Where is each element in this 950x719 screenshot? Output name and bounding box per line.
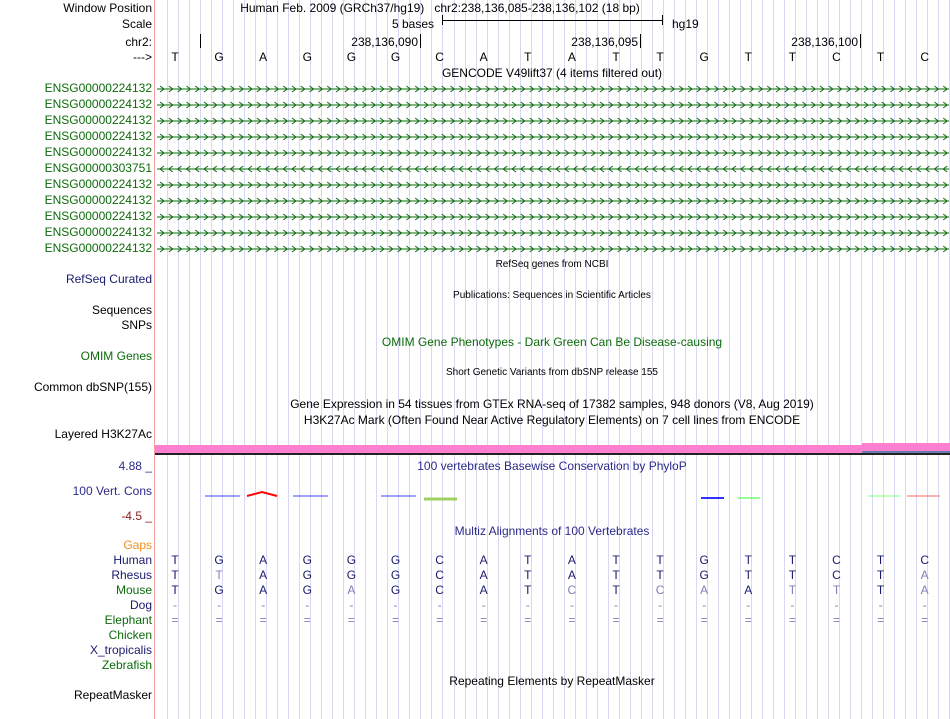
aligned-base: - <box>437 598 442 612</box>
gene-label[interactable]: ENSG00000224132 <box>44 129 152 143</box>
base: A <box>479 50 488 64</box>
aligned-base: T <box>788 553 797 567</box>
aligned-base: G <box>214 553 224 567</box>
aligned-base: - <box>305 598 310 612</box>
h3k27ac-label[interactable]: Layered H3K27Ac <box>54 427 152 441</box>
aligned-base: G <box>302 583 312 597</box>
aligned-base: C <box>567 583 577 597</box>
aligned-base: - <box>658 598 663 612</box>
base: T <box>656 50 664 64</box>
gene-label[interactable]: ENSG00000224132 <box>44 97 152 111</box>
base: T <box>876 50 885 64</box>
base: T <box>788 50 797 64</box>
aligned-base: = <box>700 613 708 627</box>
multiz-title: Multiz Alignments of 100 Vertebrates <box>454 524 650 538</box>
aligned-base: G <box>699 568 709 582</box>
aligned-base: A <box>347 583 356 597</box>
aligned-base: - <box>349 598 354 612</box>
scale-label: Scale <box>121 17 152 31</box>
aligned-base: A <box>479 553 488 567</box>
aligned-base: = <box>612 613 620 627</box>
aligned-base: T <box>876 583 885 597</box>
gene-label[interactable]: ENSG00000224132 <box>44 193 152 207</box>
gene-label[interactable]: ENSG00000224132 <box>44 241 152 255</box>
base: T <box>612 50 620 64</box>
base: A <box>259 50 268 64</box>
gaps-label[interactable]: Gaps <box>123 538 152 552</box>
aligned-base: T <box>612 568 620 582</box>
aligned-base: - <box>878 598 883 612</box>
aligned-base: - <box>393 598 398 612</box>
omim-label[interactable]: OMIM Genes <box>80 349 152 363</box>
snps-label[interactable]: SNPs <box>121 318 152 332</box>
aligned-base: T <box>524 568 532 582</box>
base: T <box>524 50 532 64</box>
aligned-base: A <box>920 568 929 582</box>
base: T <box>171 50 179 64</box>
aligned-base: G <box>390 583 401 597</box>
aligned-base: T <box>788 568 797 582</box>
aligned-base: G <box>699 553 709 567</box>
aligned-base: G <box>302 553 312 567</box>
omim-title: OMIM Gene Phenotypes - Dark Green Can Be Disease-causing <box>381 335 723 349</box>
aligned-base: - <box>173 598 177 612</box>
gene-label[interactable]: ENSG00000224132 <box>44 145 152 159</box>
ruler-tick-label: 238,136,090 <box>351 35 418 49</box>
base: G <box>214 50 224 64</box>
phylop-label[interactable]: 100 Vert. Cons <box>72 484 152 498</box>
gene-label[interactable]: ENSG00000224132 <box>44 225 152 239</box>
aligned-base: T <box>832 583 841 597</box>
aligned-base: T <box>744 553 752 567</box>
phylop-title: 100 vertebrates Basewise Conservation by PhyloP <box>417 459 687 473</box>
aligned-base: A <box>920 583 929 597</box>
refseq-label[interactable]: RefSeq Curated <box>65 272 152 286</box>
aligned-base: = <box>832 613 840 627</box>
aligned-base: - <box>790 598 795 612</box>
aligned-base: G <box>214 583 224 597</box>
gene-label[interactable]: ENSG00000224132 <box>44 177 152 191</box>
species-label[interactable]: X_tropicalis <box>89 643 152 657</box>
species-label[interactable]: Dog <box>129 598 152 612</box>
aligned-base: G <box>302 568 312 582</box>
chrom-label: chr2: <box>125 35 152 49</box>
gene-label[interactable]: ENSG00000303751 <box>44 161 152 175</box>
base: T <box>744 50 752 64</box>
species-label[interactable]: Zebrafish <box>101 658 152 672</box>
aligned-base: - <box>481 598 486 612</box>
aligned-base: C <box>435 553 444 567</box>
aligned-base: A <box>744 583 753 597</box>
species-label[interactable]: Elephant <box>104 613 152 627</box>
aligned-base: T <box>656 568 664 582</box>
base: C <box>832 50 841 64</box>
aligned-base: = <box>788 613 796 627</box>
aligned-base: = <box>347 613 355 627</box>
aligned-base: A <box>479 568 488 582</box>
aligned-base: T <box>171 553 179 567</box>
species-label[interactable]: Mouse <box>115 583 152 597</box>
scale-text: 5 bases <box>392 17 435 31</box>
aligned-base: = <box>259 613 267 627</box>
aligned-base: A <box>700 583 709 597</box>
aligned-base: - <box>834 598 839 612</box>
aligned-base: = <box>436 613 444 627</box>
phylop-marks <box>205 492 940 499</box>
sequences-label[interactable]: Sequences <box>91 303 152 317</box>
gene-label[interactable]: ENSG00000224132 <box>44 113 152 127</box>
aligned-base: - <box>569 598 574 612</box>
aligned-base: - <box>217 598 222 612</box>
aligned-base: - <box>922 598 927 612</box>
gencode-title[interactable]: GENCODE V49lift37 (4 items filtered out) <box>441 66 663 80</box>
aligned-base: T <box>744 568 752 582</box>
aligned-base: = <box>171 613 179 627</box>
aligned-base: T <box>612 583 620 597</box>
aligned-base: T <box>876 553 885 567</box>
aligned-base: = <box>921 613 929 627</box>
aligned-base: C <box>435 583 444 597</box>
aligned-base: = <box>656 613 664 627</box>
aligned-base: - <box>746 598 751 612</box>
aligned-base: C <box>832 553 841 567</box>
ruler-tick-label: 238,136,100 <box>791 35 858 49</box>
aligned-base: T <box>612 553 620 567</box>
aligned-base: G <box>346 568 357 582</box>
aligned-base: = <box>568 613 576 627</box>
h3k27ac-title: H3K27Ac Mark (Often Found Near Active Regulatory Elements) on 7 cell lines from ENCODE <box>303 413 801 427</box>
aligned-base: T <box>215 568 223 582</box>
base: G <box>302 50 312 64</box>
gene-label[interactable]: ENSG00000224132 <box>44 81 152 95</box>
aligned-base: A <box>259 583 268 597</box>
aligned-base: C <box>832 568 841 582</box>
aligned-base: - <box>614 598 618 612</box>
window-position-label: Window Position <box>63 1 152 15</box>
assembly: Human Feb. 2009 (GRCh37/hg19) <box>240 1 425 15</box>
aligned-base: G <box>390 553 401 567</box>
aligned-base: G <box>390 568 401 582</box>
strand-label[interactable]: ---> <box>133 50 152 64</box>
aligned-base: A <box>567 568 576 582</box>
refseq-title: RefSeq genes from NCBI <box>495 259 609 270</box>
publications-title: Publications: Sequences in Scientific Articles <box>453 290 651 301</box>
scale-db: hg19 <box>672 17 699 31</box>
aligned-base: - <box>702 598 707 612</box>
aligned-base: = <box>877 613 885 627</box>
dbsnp-label[interactable]: Common dbSNP(155) <box>33 380 152 394</box>
species-label[interactable]: Chicken <box>108 628 152 642</box>
aligned-base: A <box>259 553 268 567</box>
aligned-base: = <box>524 613 532 627</box>
aligned-base: T <box>171 583 179 597</box>
base: G <box>346 50 357 64</box>
aligned-base: A <box>479 583 488 597</box>
base: A <box>567 50 576 64</box>
aligned-base: T <box>171 568 179 582</box>
aligned-base: = <box>480 613 488 627</box>
aligned-base: A <box>259 568 268 582</box>
ruler-tick-label: 238,136,095 <box>571 35 638 49</box>
aligned-base: T <box>876 568 885 582</box>
aligned-base: T <box>524 583 532 597</box>
aligned-base: = <box>303 613 311 627</box>
aligned-base: C <box>435 568 444 582</box>
repeatmasker-label[interactable]: RepeatMasker <box>73 688 152 702</box>
base: G <box>390 50 401 64</box>
aligned-base: = <box>744 613 752 627</box>
dbsnp-title: Short Genetic Variants from dbSNP release 155 <box>446 367 658 378</box>
aligned-base: = <box>391 613 399 627</box>
aligned-base: - <box>525 598 530 612</box>
aligned-base: T <box>788 583 797 597</box>
aligned-base: - <box>261 598 266 612</box>
gtex-title: Gene Expression in 54 tissues from GTEx RNA-seq of 17382 samples, 948 donors (V8, Aug 2019) <box>290 397 814 411</box>
aligned-base: = <box>215 613 223 627</box>
base: C <box>920 50 930 64</box>
base: G <box>699 50 709 64</box>
aligned-base: C <box>655 583 665 597</box>
aligned-base: T <box>524 553 532 567</box>
base: C <box>435 50 444 64</box>
species-label[interactable]: Rhesus <box>111 568 152 582</box>
phylop-max: 4.88 _ <box>118 459 152 473</box>
position: chr2:238,136,085-238,136,102 (18 bp) <box>434 1 640 15</box>
species-label[interactable]: Human <box>113 553 152 567</box>
aligned-base: G <box>346 553 357 567</box>
aligned-base: C <box>920 553 930 567</box>
aligned-base: A <box>567 553 576 567</box>
phylop-min: -4.5 _ <box>121 509 152 523</box>
aligned-base: T <box>656 553 664 567</box>
gene-label[interactable]: ENSG00000224132 <box>44 209 152 223</box>
repeatmasker-title: Repeating Elements by RepeatMasker <box>449 674 655 688</box>
